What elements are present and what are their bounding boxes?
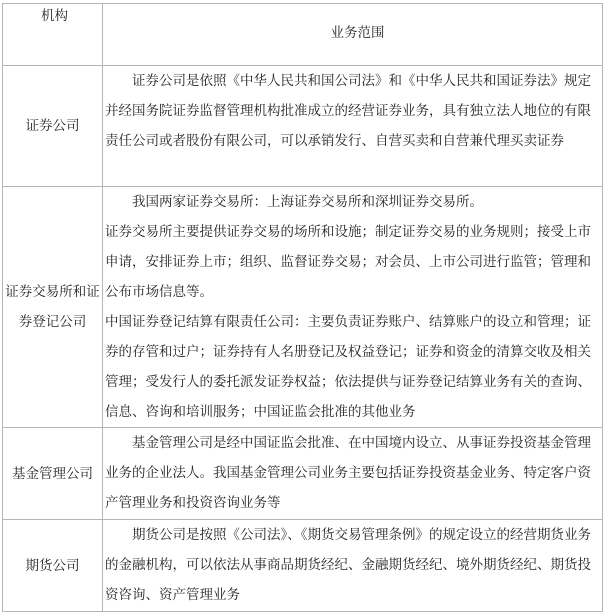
scope-cell <box>103 428 603 520</box>
scope-paragraph: 我国两家证券交易所：上海证券交易所和深圳证券交易所。 <box>132 194 483 210</box>
scope-paragraph: 证券交易所主要提供证券交易的场所和设施；制定证券交易的业务规则；接受上市申请，安排证券上市；组织、监督证券交易；对会员、上市公司进行监管；管理和公布市场信息等。 <box>105 224 591 300</box>
org-name: 证券公司 <box>25 118 80 134</box>
scope-paragraph: 期货公司是按照《公司法》、《期货交易管理条例》的规定设立的经营期货业务的金融机构，可以依法从事商品期货经纪、金融期货经纪、境外期货经纪、期货投资咨询、资产管理业务 <box>105 527 591 603</box>
org-name-cell <box>3 520 103 612</box>
scope-cell <box>103 520 603 612</box>
header-org <box>3 4 103 66</box>
org-name-cell <box>3 428 103 520</box>
business-scope-table <box>2 3 603 612</box>
header-scope-label: 业务范围 <box>330 25 385 41</box>
table-row <box>3 187 603 428</box>
scope-paragraph: 中国证券登记结算有限责任公司：主要负责证券账户、结算账户的设立和管理；证券的存管和过户；证券持有人名册登记及权益登记；证券和资金的清算交收及相关管理；受发行人的委托派发证券权益；依法提供与证券登记结算业务有关的查询、信息、咨询和培训服务；中国证监会批准的其他业务 <box>105 314 591 420</box>
org-name: 期货公司 <box>25 557 80 574</box>
org-name-cell <box>3 66 103 187</box>
header-org-label: 机构 <box>41 8 68 24</box>
scope-paragraph: 基金管理公司是经中国证监会批准、在中国境内设立、从事证券投资基金管理业务的企业法人。我国基金管理公司业务主要包括证券投资基金业务、特定客户资产管理业务和投资咨询业务等 <box>105 435 591 511</box>
table-row <box>3 520 603 612</box>
table-row <box>3 66 603 187</box>
org-name: 证券交易所和证券登记公司 <box>5 284 100 330</box>
org-name-cell <box>3 187 103 428</box>
table-row <box>3 428 603 520</box>
scope-cell <box>103 187 603 428</box>
scope-paragraph: 证券公司是依照《中华人民共和国公司法》和《中华人民共和国证券法》规定并经国务院证券监督管理机构批准成立的经营证券业务，具有独立法人地位的有限责任公司或者股份有限公司，可以承销发行、自营买卖和自营兼代理买卖证券 <box>105 73 591 149</box>
header-scope <box>103 4 603 66</box>
scope-cell <box>103 66 603 187</box>
header-row <box>3 4 603 66</box>
org-name: 基金管理公司 <box>12 465 93 482</box>
